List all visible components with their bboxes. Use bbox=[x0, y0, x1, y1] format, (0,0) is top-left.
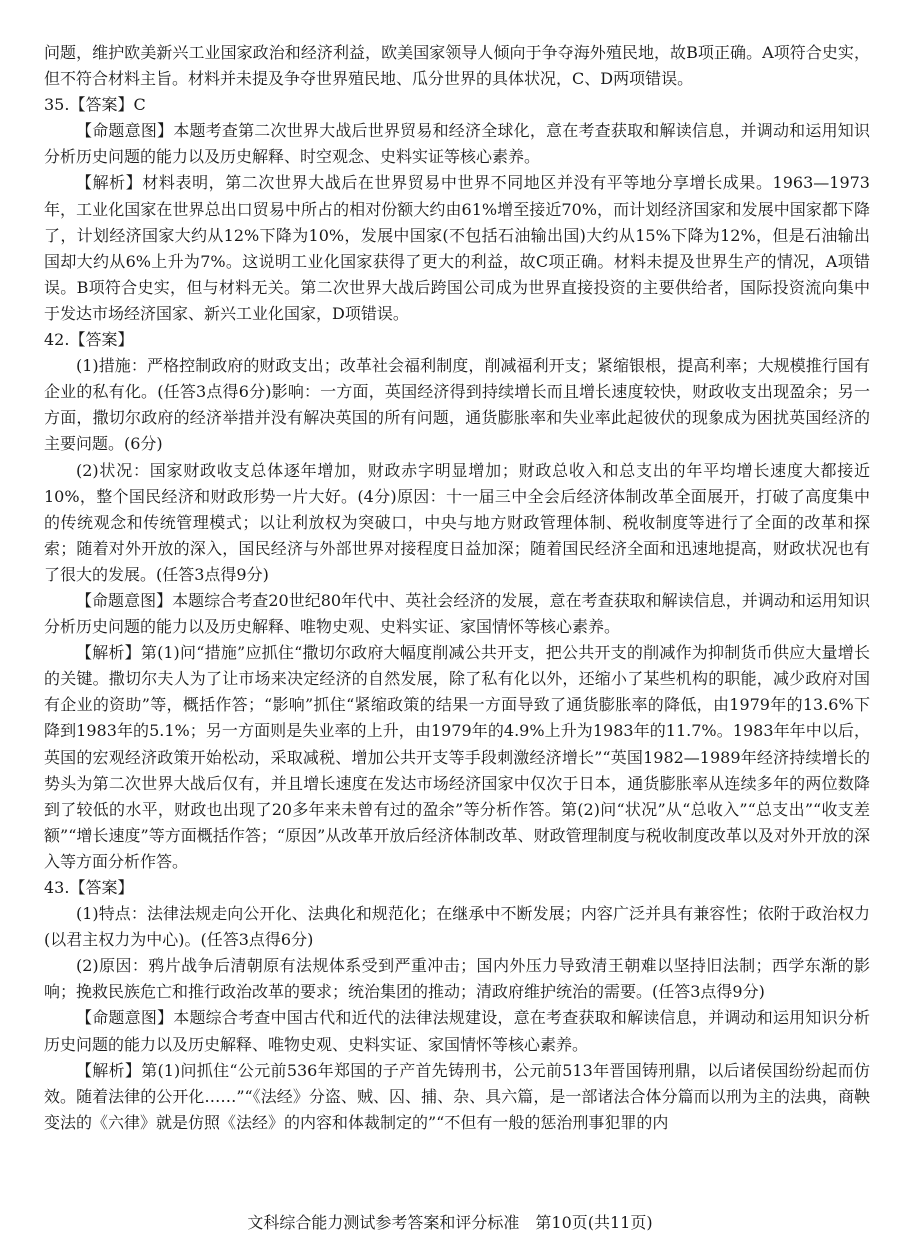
q42-answer: 42.【答案】 bbox=[44, 330, 134, 350]
q43-part2: (2)原因：鸦片战争后清朝原有法规体系受到严重冲击；国内外压力导致清王朝难以坚持旧法制；西学东渐的影响；挽救民族危亡和推行政治改革的要求；统治集团的推动；清政府维护统治的需要。(任答3点得9分) bbox=[44, 956, 870, 1002]
page-content bbox=[44, 40, 870, 1136]
q42-part2: (2)状况：国家财政收支总体逐年增加，财政赤字明显增加；财政总收入和总支出的年平均增长速度大都接近10%，整个国民经济和财政形势一片大好。(4分)原因：十一届三中全会后经济体制改革全面展开，打破了高度集中的传统观念和传统管理模式；以让利放权为突破口，中央与地方财政管理体制、税收制度等进行了全面的改革和探索；随着对外开放的深入，国民经济与外部世界对接程度日益加深；随着国民经济全面和迅速地提高，财政状况也有了很大的发展。(任答3点得9分) bbox=[44, 460, 870, 584]
q43-part1: (1)特点：法律法规走向公开化、法典化和规范化；在继承中不断发展；内容广泛并具有兼容性；依附于政治权力(以君主权力为中心)。(任答3点得6分) bbox=[44, 904, 870, 950]
q43-intent: 【命题意图】本题综合考查中国古代和近代的法律法规建设，意在考查获取和解读信息，并调动和运用知识分析历史问题的能力以及历史解释、唯物史观、史料实证、家国情怀等核心素养。 bbox=[44, 1008, 870, 1054]
q42-intent: 【命题意图】本题综合考查20世纪80年代中、英社会经济的发展，意在考查获取和解读信息，并调动和运用知识分析历史问题的能力以及历史解释、唯物史观、史料实证、家国情怀等核心素养。 bbox=[44, 590, 870, 637]
q35-answer: 35.【答案】C bbox=[44, 95, 146, 115]
q35-intent: 【命题意图】本题考查第二次世界大战后世界贸易和经济全球化，意在考查获取和解读信息，并调动和运用知识分析历史问题的能力以及历史解释、时空观念、史料实证等核心素养。 bbox=[44, 121, 870, 167]
prev-continuation: 问题，维护欧美新兴工业国家政治和经济利益，欧美国家领导人倾向于争夺海外殖民地，故B项正确。A项符合史实，但不符合材料主旨。材料并未提及争夺世界殖民地、瓜分世界的具体状况，C、D两项错误。 bbox=[44, 43, 870, 89]
q43-answer: 43.【答案】 bbox=[44, 878, 134, 897]
q35-analysis: 【解析】材料表明，第二次世界大战后在世界贸易中世界不同地区并没有平等地分享增长成果。1963—1973年，工业化国家在世界总出口贸易中所占的相对份额大约由61%增至接近70%，而计划经济国家和发展中国家都下降了，计划经济国家大约从12%下降为10%，发展中国家(不包括石油输出国)大约从15%下降为12%，但是石油输出国却大约从6%上升为7%。这说明工业化国家获得了更大的利益，故C项正确。材料未提及世界生产的情况，A项错误。B项符合史实，但与材料无关。第二次世界大战后跨国公司成为世界直接投资的主要供给者，国际投资流向集中于发达市场经济国家、新兴工业化国家，D项错误。 bbox=[44, 173, 870, 323]
q42-part1: (1)措施：严格控制政府的财政支出；改革社会福利制度，削减福利开支；紧缩银根，提高利率；大规模推行国有企业的私有化。(任答3点得6分)影响：一方面，英国经济得到持续增长而且增长速度较快，财政收支出现盈余；另一方面，撒切尔政府的经济举措并没有解决英国的所有问题，通货膨胀率和失业率此起彼伏的现象成为困扰英国经济的主要问题。(6分) bbox=[44, 356, 870, 454]
q43-analysis: 【解析】第(1)问抓住“公元前536年郑国的子产首先铸刑书，公元前513年晋国铸刑鼎，以后诸侯国纷纷起而仿效。随着法律的公开化……”“《法经》分盗、贼、囚、捕、杂、具六篇，是一部诸法合体分篇而以刑为主的法典，商鞅变法的《六律》就是仿照《法经》的内容和体裁制定的”“不但有一般的惩治刑事犯罪的内 bbox=[44, 1060, 870, 1132]
q42-analysis: 【解析】第(1)问“措施”应抓住“撒切尔政府大幅度削减公共开支，把公共开支的削减作为抑制货币供应大量增长的关键。撒切尔夫人为了让市场来决定经济的自然发展，除了私有化以外，还缩小了某些机构的职能，减少政府对国有企业的资助”等，概括作答；“影响”抓住“紧缩政策的结果一方面导致了通货膨胀率的降低，由1979年的13.6%下降到1983年的5.1%；另一方面则是失业率的上升，由1979年的4.9%上升为1983年的11.7%。1983年年中以后，英国的宏观经济政策开始松动，采取减税、增加公共开支等手段刺激经济增长”“英国1982—1989年经济持续增长的势头为第二次世界大战后仅有，并且增长速度在发达市场经济国家中仅次于日本，通货膨胀率从连续多年的两位数降到了较低的水平，财政也出现了20多年来未曾有过的盈余”等分析作答。第(2)问“状况”从“总收入”“总支出”“收支差额”“增长速度”等方面概括作答；“原因”从改革开放后经济体制改革、财政管理制度与税收制度改革以及对外开放的深入等方面分析作答。 bbox=[44, 643, 870, 871]
page-footer: 文科综合能力测试参考答案和评分标准 第10页(共11页) bbox=[247, 1213, 653, 1232]
